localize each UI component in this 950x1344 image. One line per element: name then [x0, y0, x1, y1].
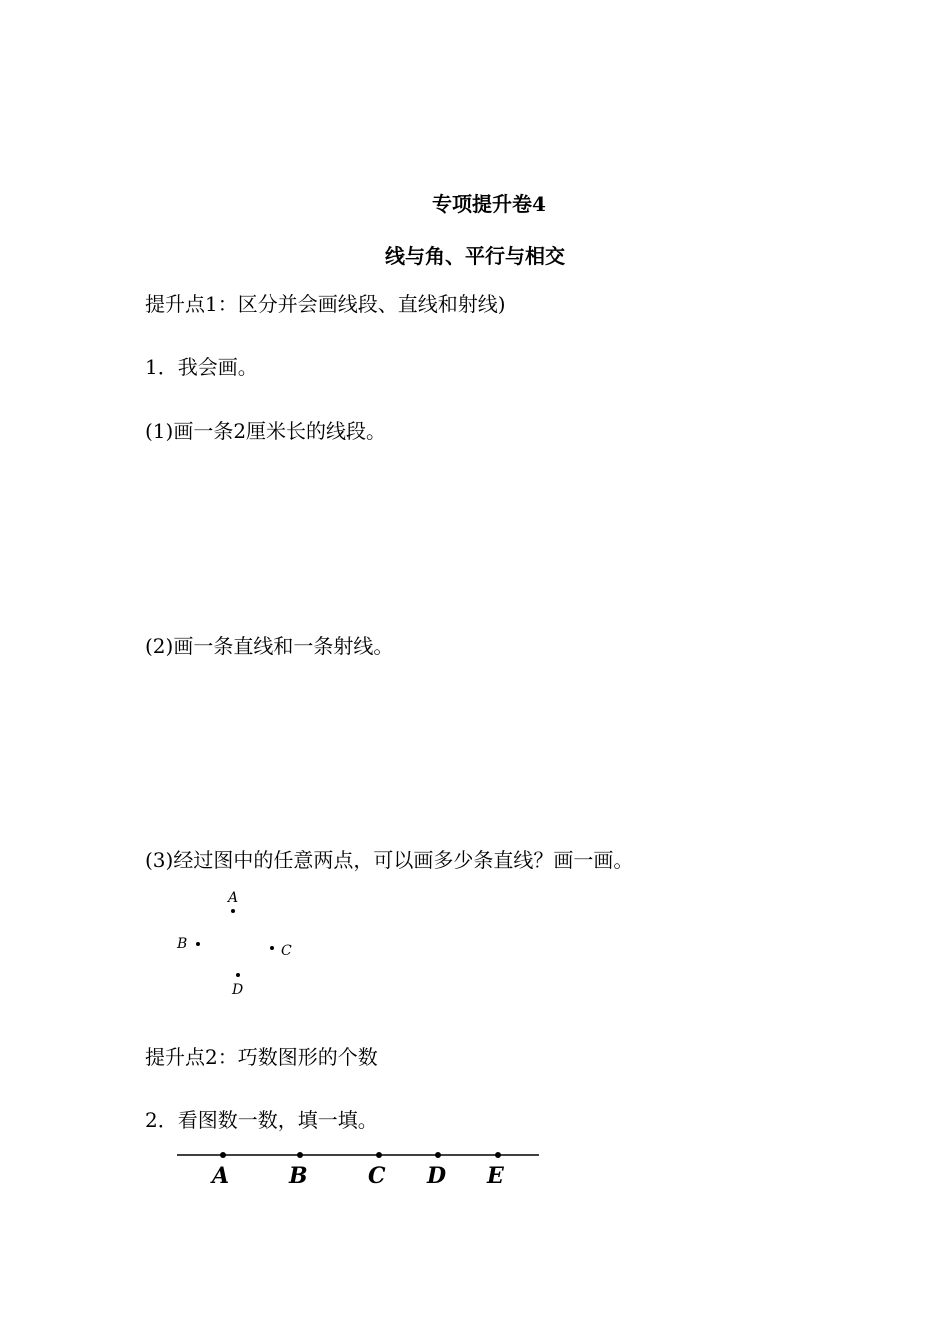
point-a-marker	[220, 1152, 226, 1158]
segment-label-a: A	[212, 1163, 230, 1189]
segment-label-b: B	[289, 1163, 308, 1189]
page-subtitle: 线与角、平行与相交	[385, 244, 565, 268]
point-b-marker	[297, 1152, 303, 1158]
question-2: 2．看图数一数，填一填。	[145, 1108, 378, 1132]
section-heading-1: 提升点1：区分并会画线段、直线和射线)	[145, 292, 506, 316]
point-label-c: C	[281, 943, 292, 959]
point-label-a: A	[228, 890, 239, 906]
segment-label-c: C	[368, 1163, 386, 1189]
segment-label-d: D	[427, 1163, 447, 1189]
section-heading-2: 提升点2：巧数图形的个数	[145, 1045, 378, 1069]
point-label-d: D	[232, 982, 244, 998]
page-title: 专项提升卷4	[432, 192, 546, 216]
point-c-marker	[376, 1152, 382, 1158]
question-1-part-2: (2)画一条直线和一条射线。	[145, 634, 394, 658]
point-d-marker	[435, 1152, 441, 1158]
segment-label-e: E	[487, 1163, 504, 1189]
question-1-part-1: (1)画一条2厘米长的线段。	[145, 419, 387, 443]
point-label-b: B	[177, 936, 188, 952]
question-1: 1．我会画。	[145, 355, 258, 379]
point-e-marker	[495, 1152, 501, 1158]
question-1-part-3: (3)经过图中的任意两点，可以画多少条直线？画一画。	[145, 848, 634, 872]
